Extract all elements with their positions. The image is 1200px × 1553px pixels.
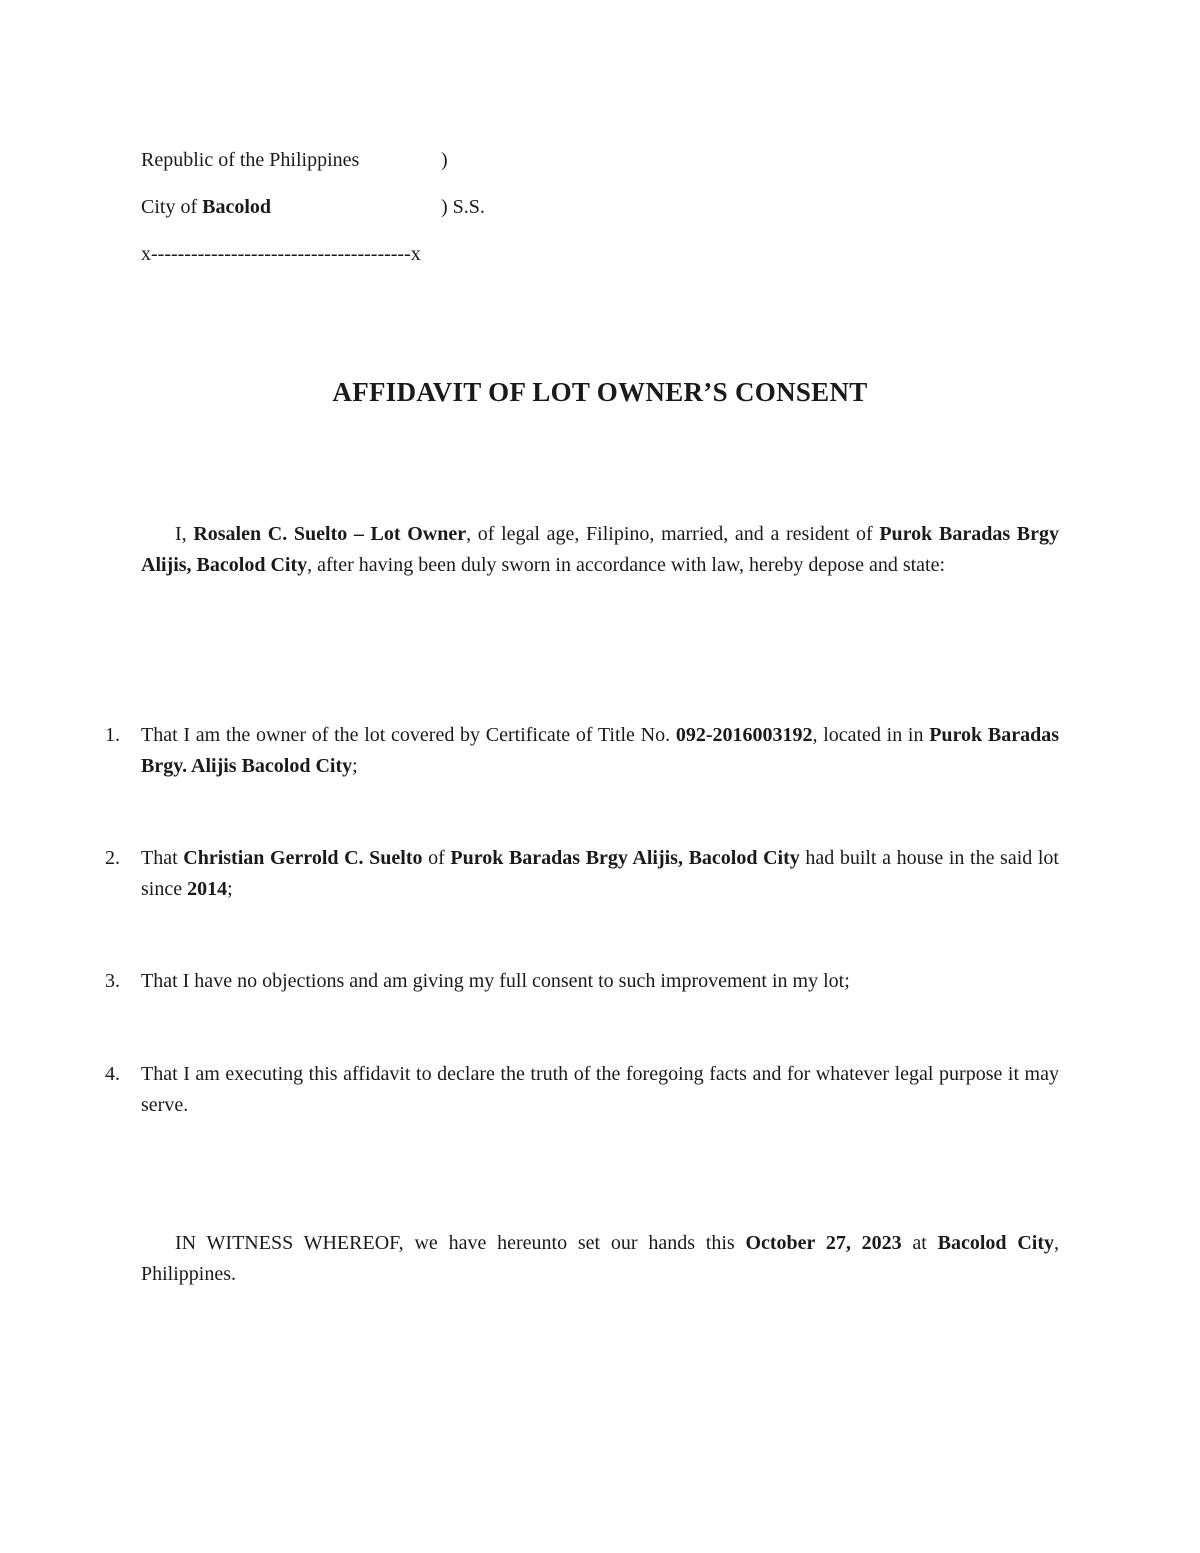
venue-separator: x---------------------------------------x xyxy=(141,243,421,265)
owner-address: Purok Baradas Brgy Alijis, Bacolod City xyxy=(141,523,1059,576)
list-item xyxy=(105,843,1059,905)
venue-republic-label: Republic of the Philippines xyxy=(141,149,360,171)
witness-place: Bacolod City xyxy=(937,1232,1055,1254)
witness-text-1: IN WITNESS WHEREOF, we have hereunto set our hands this xyxy=(175,1232,746,1254)
witness-paragraph xyxy=(141,1228,1059,1290)
venue-city-prefix: City of xyxy=(141,196,203,218)
item2-text-3: had built a house in the said lot since xyxy=(141,847,1059,900)
witness-text-2: at xyxy=(901,1232,938,1254)
item2-text-2: of xyxy=(422,847,451,869)
item2-text-4: ; xyxy=(227,878,233,900)
builder-name: Christian Gerrold C. Suelto xyxy=(183,847,423,869)
list-item-text: That I am executing this affidavit to declare the truth of the foregoing facts and for whatever legal purpose it may serve. xyxy=(141,1063,1059,1116)
venue-republic xyxy=(141,148,359,172)
list-item xyxy=(105,720,1059,782)
owner-name: Rosalen C. Suelto – Lot Owner xyxy=(193,523,467,545)
item1-text-1: That I am the owner of the lot covered by Certificate of Title No. xyxy=(141,724,676,746)
list-item-number: 1. xyxy=(105,724,120,746)
venue-republic-paren: ) xyxy=(441,149,448,171)
list-item-text xyxy=(141,720,1059,782)
witness-date: October 27, 2023 xyxy=(745,1232,902,1254)
intro-text-3: , after having been duly sworn in accordance with law, hereby depose and state: xyxy=(307,554,946,576)
list-item-text: That I have no objections and am giving my full consent to such improvement in my lot; xyxy=(141,970,850,992)
list-item xyxy=(105,1059,1059,1121)
list-item xyxy=(105,966,1059,997)
lot-location: Purok Baradas Brgy. Alijis Bacolod City xyxy=(141,724,1059,777)
intro-paragraph xyxy=(141,519,1059,581)
list-item-text xyxy=(141,843,1059,905)
witness-text-3: , Philippines. xyxy=(141,1232,1060,1285)
venue-city-name: Bacolod xyxy=(202,196,272,218)
list-item-number: 4. xyxy=(105,1063,120,1085)
item1-text-3: ; xyxy=(352,755,358,777)
intro-text-2: , of legal age, Filipino, married, and a resident of xyxy=(466,523,880,545)
builder-address: Purok Baradas Brgy Alijis, Bacolod City xyxy=(450,847,800,869)
document-title: AFFIDAVIT OF LOT OWNER’S CONSENT xyxy=(332,377,868,407)
list-item-number: 2. xyxy=(105,847,120,869)
intro-text-1: I, xyxy=(175,523,194,545)
title-number: 092-2016003192 xyxy=(675,724,813,746)
venue-city-paren: ) S.S. xyxy=(441,196,485,218)
venue-city xyxy=(141,195,271,219)
item1-text-2: , located in in xyxy=(812,724,930,746)
item2-text-1: That xyxy=(141,847,184,869)
list-item-number: 3. xyxy=(105,970,120,992)
built-year: 2014 xyxy=(187,878,228,900)
